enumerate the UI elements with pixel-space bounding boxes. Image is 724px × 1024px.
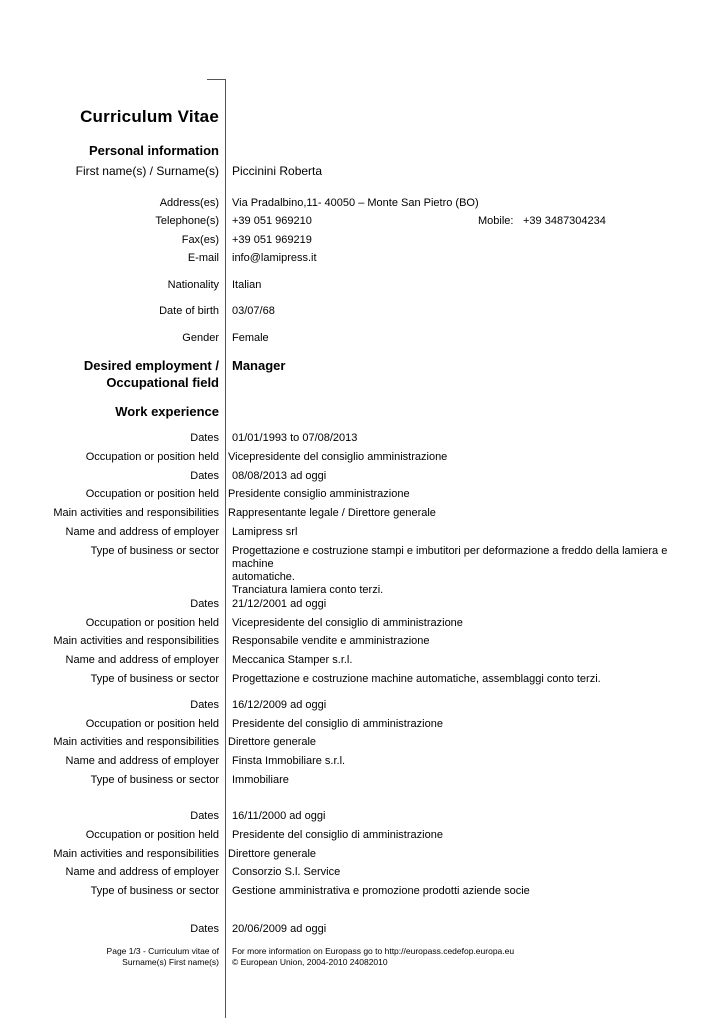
work2-activities-row [0, 635, 724, 649]
email-label: E-mail [187, 252, 219, 264]
activities-value: Direttore generale [228, 736, 317, 748]
footer-page-info [107, 946, 219, 968]
dob-row [0, 305, 724, 319]
sector-label: Type of business or sector [90, 545, 219, 557]
dates-label: Dates [190, 470, 219, 482]
activities-value: Rappresentante legale / Direttore generale [228, 507, 436, 519]
sector-label: Type of business or sector [90, 673, 219, 685]
fax-label: Fax(es) [181, 234, 219, 246]
sector-line: automatiche. [232, 571, 295, 583]
telephone-row [0, 215, 724, 229]
work2-employer-row [0, 654, 724, 668]
work-experience-heading: Work experience [115, 404, 219, 419]
desired-heading-line1: Desired employment / [83, 358, 219, 373]
address-label: Address(es) [159, 197, 219, 209]
nationality-row [0, 279, 724, 293]
work1-occupation2-row [0, 488, 724, 502]
telephone-value: +39 051 969210 [232, 215, 312, 227]
footer-left-line: Page 1/3 - Curriculum vitae of [106, 946, 219, 956]
dates-label: Dates [190, 598, 219, 610]
nationality-value: Italian [232, 279, 262, 291]
mobile-value: +39 3487304234 [523, 215, 606, 227]
page-title: Curriculum Vitae [80, 107, 219, 126]
employer-label: Name and address of employer [65, 866, 219, 878]
work1-occupation-row [0, 451, 724, 465]
dates-value: 01/01/1993 to 07/08/2013 [232, 432, 358, 444]
telephone-label: Telephone(s) [155, 215, 219, 227]
gender-label: Gender [182, 332, 219, 344]
dob-label: Date of birth [159, 305, 219, 317]
work1-dates-row [0, 432, 724, 446]
fax-row [0, 234, 724, 248]
work3-employer-row [0, 755, 724, 769]
occupation-label: Occupation or position held [85, 617, 219, 629]
address-row [0, 197, 724, 211]
work2-dates-row [0, 598, 724, 612]
employer-value: Meccanica Stamper s.r.l. [232, 654, 353, 666]
work4-sector-row [0, 885, 724, 899]
occupation-value: Vicepresidente del consiglio di amministrazione [232, 617, 463, 629]
top-tick-divider [207, 79, 226, 80]
work3-sector-row [0, 774, 724, 788]
occupation-label: Occupation or position held [85, 718, 219, 730]
sector-line: Tranciatura lamiera conto terzi. [232, 584, 384, 596]
footer-right-line: © European Union, 2004-2010 24082010 [232, 957, 388, 967]
activities-value: Direttore generale [228, 848, 317, 860]
employer-value: Finsta Immobiliare s.r.l. [232, 755, 346, 767]
activities-label: Main activities and responsibilities [53, 507, 219, 519]
sector-value [232, 545, 692, 597]
employer-label: Name and address of employer [65, 755, 219, 767]
sector-value: Progettazione e costruzione machine automatiche, assemblaggi conto terzi. [232, 673, 601, 685]
work2-occupation-row [0, 617, 724, 631]
occupation-label: Occupation or position held [85, 488, 219, 500]
gender-value: Female [232, 332, 269, 344]
name-row [0, 165, 724, 179]
dates-value: 16/11/2000 ad oggi [232, 810, 326, 822]
dates-label: Dates [190, 810, 219, 822]
activities-value: Responsabile vendite e amministrazione [232, 635, 430, 647]
desired-heading-line2: Occupational field [106, 375, 219, 390]
occupation-value: Presidente consiglio amministrazione [228, 488, 410, 500]
email-value[interactable]: info@lamipress.it [232, 252, 317, 264]
occupation-label: Occupation or position held [85, 451, 219, 463]
dates-label: Dates [190, 699, 219, 711]
fax-value: +39 051 969219 [232, 234, 312, 246]
activities-label: Main activities and responsibilities [53, 736, 219, 748]
occupation-value: Presidente del consiglio di amministrazione [232, 829, 443, 841]
name-value: Piccinini Roberta [232, 164, 323, 178]
footer-left-line: Surname(s) First name(s) [122, 957, 219, 967]
work1-employer-row [0, 526, 724, 540]
employer-value: Consorzio S.l. Service [232, 866, 341, 878]
work2-sector-row [0, 673, 724, 687]
gender-row [0, 332, 724, 346]
sector-label: Type of business or sector [90, 885, 219, 897]
sector-value: Gestione amministrativa e promozione prodotti aziende socie [232, 885, 530, 897]
desired-employment-heading [84, 357, 219, 391]
dates-value: 16/12/2009 ad oggi [232, 699, 327, 711]
employer-label: Name and address of employer [65, 654, 219, 666]
sector-line: Progettazione e costruzione stampi e imbutitori per deformazione a freddo della lamiera e machine [232, 545, 668, 570]
work3-occupation-row [0, 718, 724, 732]
dates-label: Dates [190, 432, 219, 444]
work1-dates2-row [0, 470, 724, 484]
activities-label: Main activities and responsibilities [53, 848, 219, 860]
occupation-value: Vicepresidente del consiglio amministrazione [228, 451, 448, 463]
address-value: Via Pradalbino,11- 40050 – Monte San Pietro (BO) [232, 197, 479, 209]
footer-right-line: For more information on Europass go to http://europass.cedefop.europa.eu [232, 946, 515, 956]
work1-sector-row [0, 545, 724, 596]
sector-value: Immobiliare [232, 774, 289, 786]
email-row [0, 252, 724, 266]
dob-value: 03/07/68 [232, 305, 275, 317]
employer-label: Name and address of employer [65, 526, 219, 538]
occupation-value: Presidente del consiglio di amministrazione [232, 718, 443, 730]
work4-activities-row [0, 848, 724, 862]
dates-value: 20/06/2009 ad oggi [232, 923, 327, 935]
work4-employer-row [0, 866, 724, 880]
work4-occupation-row [0, 829, 724, 843]
nationality-label: Nationality [167, 279, 219, 291]
employer-value: Lamipress srl [232, 526, 298, 538]
dates-value: 21/12/2001 ad oggi [232, 598, 327, 610]
work3-dates-row [0, 699, 724, 713]
personal-information-heading: Personal information [88, 143, 219, 158]
mobile-label: Mobile: [478, 215, 514, 227]
footer-europass-info [232, 946, 514, 968]
dates-value: 08/08/2013 ad oggi [232, 470, 327, 482]
work1-activities-row [0, 507, 724, 521]
work5-dates-row [0, 923, 724, 937]
work4-dates-row [0, 810, 724, 824]
desired-employment-value: Manager [232, 358, 286, 373]
name-label: First name(s) / Surname(s) [75, 164, 219, 178]
sector-label: Type of business or sector [90, 774, 219, 786]
dates-label: Dates [190, 923, 219, 935]
activities-label: Main activities and responsibilities [53, 635, 219, 647]
occupation-label: Occupation or position held [85, 829, 219, 841]
work3-activities-row [0, 736, 724, 750]
